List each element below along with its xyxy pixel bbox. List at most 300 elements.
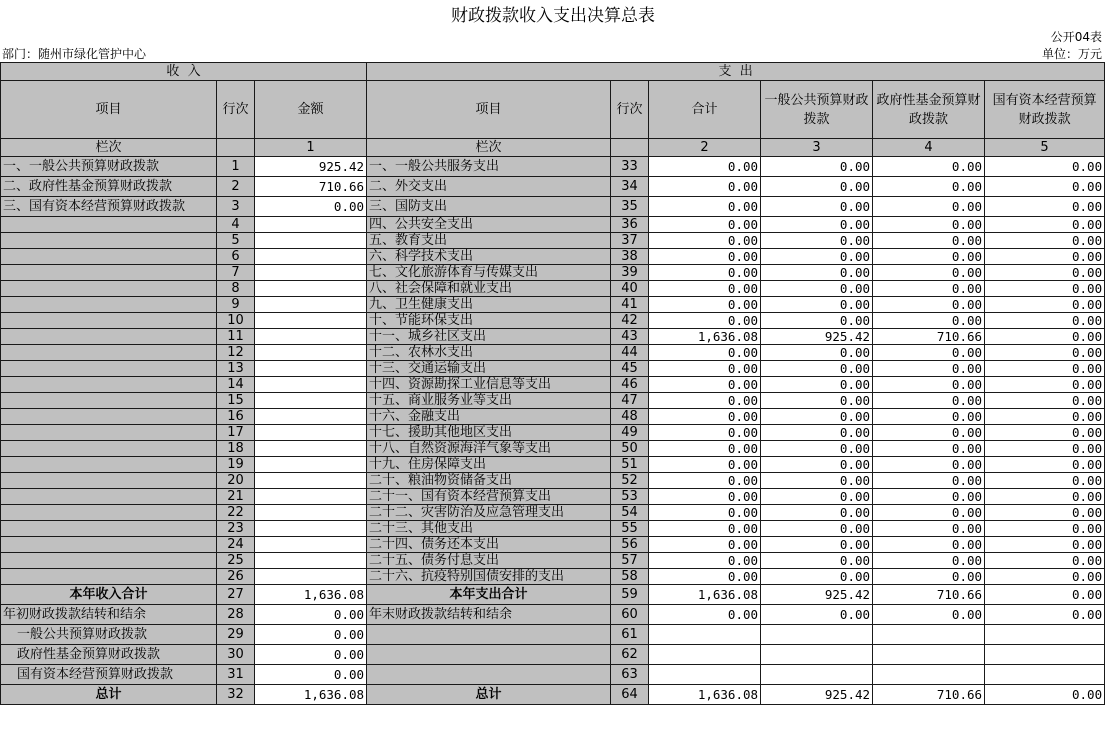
income-item-cell (1, 217, 217, 233)
expense-total-cell: 0.00 (649, 605, 761, 625)
state-capital-cell: 0.00 (985, 521, 1105, 537)
income-amount-cell: 0.00 (255, 665, 367, 685)
gov-fund-cell: 0.00 (873, 217, 985, 233)
expense-item-cell (367, 665, 611, 685)
expense-item-cell: 二十三、其他支出 (367, 521, 611, 537)
income-line-cell: 25 (217, 553, 255, 569)
expense-total-cell: 0.00 (649, 361, 761, 377)
expense-item-cell: 十二、农林水支出 (367, 345, 611, 361)
gov-fund-cell (873, 645, 985, 665)
table-row (1, 521, 1105, 537)
column-header-row (1, 81, 1105, 139)
expense-item-cell: 二十二、灾害防治及应急管理支出 (367, 505, 611, 521)
income-amount-cell: 710.66 (255, 177, 367, 197)
expense-item-cell (367, 625, 611, 645)
expense-section-header: 支 出 (367, 63, 1105, 81)
income-amount-cell (255, 569, 367, 585)
expense-item-cell: 二十、粮油物资储备支出 (367, 473, 611, 489)
income-amount-cell (255, 553, 367, 569)
total-row (1, 585, 1105, 605)
expense-line-cell: 54 (611, 505, 649, 521)
income-line-cell: 3 (217, 197, 255, 217)
general-budget-cell: 0.00 (761, 297, 873, 313)
expense-item-cell: 二十五、债务付息支出 (367, 553, 611, 569)
gov-fund-cell: 0.00 (873, 505, 985, 521)
income-item-cell: 一、一般公共预算财政拨款 (1, 157, 217, 177)
report-title: 财政拨款收入支出决算总表 (451, 6, 655, 26)
column-number-row (1, 139, 1105, 157)
table-row (1, 537, 1105, 553)
general-budget-cell: 0.00 (761, 217, 873, 233)
expense-total-cell: 0.00 (649, 377, 761, 393)
income-line-cell: 4 (217, 217, 255, 233)
income-amount-cell: 1,636.08 (255, 685, 367, 705)
income-item-cell: 二、政府性基金预算财政拨款 (1, 177, 217, 197)
gov-fund-cell: 0.00 (873, 605, 985, 625)
income-item-cell (1, 265, 217, 281)
expense-line-cell: 55 (611, 521, 649, 537)
expense-total-cell: 0.00 (649, 393, 761, 409)
expense-line-cell: 63 (611, 665, 649, 685)
income-amount-cell: 0.00 (255, 197, 367, 217)
income-amount-cell (255, 425, 367, 441)
expense-item-cell: 六、科学技术支出 (367, 249, 611, 265)
general-budget-cell: 0.00 (761, 313, 873, 329)
income-line-cell: 12 (217, 345, 255, 361)
income-line-cell: 24 (217, 537, 255, 553)
income-item-cell: 政府性基金预算财政拨款 (1, 645, 217, 665)
gov-fund-cell: 0.00 (873, 157, 985, 177)
income-amount-cell (255, 233, 367, 249)
income-amount-cell (255, 377, 367, 393)
state-capital-cell: 0.00 (985, 329, 1105, 345)
expense-total-cell: 0.00 (649, 521, 761, 537)
income-amount-cell (255, 473, 367, 489)
general-budget-header: 一般公共预算财政拨款 (761, 81, 873, 139)
expense-total-cell: 0.00 (649, 537, 761, 553)
income-amount-cell (255, 489, 367, 505)
income-item-cell (1, 361, 217, 377)
income-line-cell: 26 (217, 569, 255, 585)
gov-fund-cell: 0.00 (873, 489, 985, 505)
income-item-cell (1, 377, 217, 393)
expense-line-cell: 64 (611, 685, 649, 705)
expense-total-cell: 0.00 (649, 505, 761, 521)
state-capital-cell: 0.00 (985, 425, 1105, 441)
expense-item-cell: 总计 (367, 685, 611, 705)
form-code: 公开04表 (1050, 30, 1102, 44)
state-capital-cell: 0.00 (985, 249, 1105, 265)
general-budget-cell: 925.42 (761, 685, 873, 705)
gov-fund-cell: 0.00 (873, 521, 985, 537)
expense-item-cell: 二十一、国有资本经营预算支出 (367, 489, 611, 505)
income-line-cell: 9 (217, 297, 255, 313)
table-row (1, 393, 1105, 409)
general-budget-cell: 925.42 (761, 585, 873, 605)
expense-total-cell: 1,636.08 (649, 685, 761, 705)
general-budget-cell: 0.00 (761, 177, 873, 197)
general-budget-cell: 0.00 (761, 473, 873, 489)
income-line-cell: 11 (217, 329, 255, 345)
general-budget-cell: 0.00 (761, 553, 873, 569)
income-line-cell: 27 (217, 585, 255, 605)
expense-line-cell: 46 (611, 377, 649, 393)
income-amount-cell (255, 217, 367, 233)
income-line-cell: 16 (217, 409, 255, 425)
income-line-cell: 32 (217, 685, 255, 705)
gov-fund-cell: 0.00 (873, 457, 985, 473)
state-capital-cell: 0.00 (985, 233, 1105, 249)
general-budget-cell: 0.00 (761, 233, 873, 249)
general-budget-cell (761, 645, 873, 665)
income-line-header: 行次 (217, 81, 255, 139)
gov-fund-cell: 0.00 (873, 281, 985, 297)
table-row (1, 665, 1105, 685)
expense-line-cell: 59 (611, 585, 649, 605)
expense-line-cell: 39 (611, 265, 649, 281)
expense-line-cell: 35 (611, 197, 649, 217)
table-row (1, 625, 1105, 645)
gov-fund-cell: 0.00 (873, 345, 985, 361)
table-row (1, 553, 1105, 569)
state-capital-cell: 0.00 (985, 505, 1105, 521)
income-amount-cell (255, 393, 367, 409)
expense-total-cell: 0.00 (649, 313, 761, 329)
income-item-cell: 国有资本经营预算财政拨款 (1, 665, 217, 685)
table-row (1, 645, 1105, 665)
unit-label: 单位：万元 (1041, 47, 1102, 61)
expense-line-cell: 60 (611, 605, 649, 625)
gov-fund-cell: 0.00 (873, 537, 985, 553)
expense-total-cell: 0.00 (649, 177, 761, 197)
income-line-cell: 5 (217, 233, 255, 249)
expense-item-cell: 十六、金融支出 (367, 409, 611, 425)
state-capital-cell: 0.00 (985, 553, 1105, 569)
gov-fund-cell: 0.00 (873, 313, 985, 329)
expense-total-cell: 0.00 (649, 473, 761, 489)
gov-fund-cell: 0.00 (873, 473, 985, 489)
income-line-cell: 18 (217, 441, 255, 457)
expense-line-cell: 43 (611, 329, 649, 345)
table-row (1, 345, 1105, 361)
expense-line-cell: 58 (611, 569, 649, 585)
expense-total-cell: 0.00 (649, 217, 761, 233)
state-capital-cell: 0.00 (985, 569, 1105, 585)
gov-fund-cell: 710.66 (873, 329, 985, 345)
table-row (1, 361, 1105, 377)
expense-line-cell: 56 (611, 537, 649, 553)
state-capital-cell: 0.00 (985, 157, 1105, 177)
table-row (1, 441, 1105, 457)
gov-fund-cell: 0.00 (873, 297, 985, 313)
income-item-cell (1, 521, 217, 537)
state-capital-cell: 0.00 (985, 217, 1105, 233)
expense-line-cell: 40 (611, 281, 649, 297)
income-amount-cell (255, 361, 367, 377)
income-item-cell: 一般公共预算财政拨款 (1, 625, 217, 645)
expense-total-cell: 1,636.08 (649, 329, 761, 345)
expense-line-cell: 61 (611, 625, 649, 645)
income-line-cell: 31 (217, 665, 255, 685)
table-row (1, 297, 1105, 313)
income-line-cell: 29 (217, 625, 255, 645)
state-capital-cell: 0.00 (985, 393, 1105, 409)
gov-fund-cell: 0.00 (873, 233, 985, 249)
income-item-cell (1, 489, 217, 505)
expense-item-cell: 十一、城乡社区支出 (367, 329, 611, 345)
table-row (1, 569, 1105, 585)
expense-item-cell (367, 645, 611, 665)
table-row (1, 281, 1105, 297)
expense-line-cell: 48 (611, 409, 649, 425)
general-budget-cell: 0.00 (761, 157, 873, 177)
income-amount-cell (255, 345, 367, 361)
general-budget-cell: 0.00 (761, 569, 873, 585)
gov-fund-cell: 0.00 (873, 553, 985, 569)
general-budget-cell: 0.00 (761, 505, 873, 521)
grand-total-row (1, 685, 1105, 705)
income-amount-cell (255, 409, 367, 425)
expense-line-cell: 41 (611, 297, 649, 313)
expense-line-cell: 51 (611, 457, 649, 473)
expense-total-cell (649, 645, 761, 665)
general-budget-cell: 0.00 (761, 197, 873, 217)
table-row (1, 217, 1105, 233)
income-item-cell (1, 281, 217, 297)
expense-item-cell: 十、节能环保支出 (367, 313, 611, 329)
table-row (1, 489, 1105, 505)
expense-item-cell: 三、国防支出 (367, 197, 611, 217)
state-capital-cell: 0.00 (985, 409, 1105, 425)
general-budget-cell: 0.00 (761, 489, 873, 505)
table-row (1, 313, 1105, 329)
general-budget-cell: 0.00 (761, 441, 873, 457)
table-row (1, 425, 1105, 441)
state-capital-cell: 0.00 (985, 197, 1105, 217)
expense-total-cell: 0.00 (649, 249, 761, 265)
income-item-cell (1, 569, 217, 585)
income-item-cell (1, 505, 217, 521)
expense-total-cell: 0.00 (649, 457, 761, 473)
income-line-cell: 7 (217, 265, 255, 281)
expense-line-header: 行次 (611, 81, 649, 139)
col-label: 栏次 (367, 139, 611, 157)
expense-total-cell: 0.00 (649, 157, 761, 177)
expense-item-cell: 十三、交通运输支出 (367, 361, 611, 377)
income-section-header: 收 入 (1, 63, 367, 81)
expense-total-cell: 0.00 (649, 569, 761, 585)
expense-total-cell: 0.00 (649, 345, 761, 361)
table-row (1, 605, 1105, 625)
expense-item-cell: 九、卫生健康支出 (367, 297, 611, 313)
expense-line-cell: 33 (611, 157, 649, 177)
expense-line-cell: 44 (611, 345, 649, 361)
state-capital-cell: 0.00 (985, 345, 1105, 361)
expense-item-cell: 十四、资源勘探工业信息等支出 (367, 377, 611, 393)
income-amount-cell: 1,636.08 (255, 585, 367, 605)
expense-item-cell: 七、文化旅游体育与传媒支出 (367, 265, 611, 281)
gov-fund-cell (873, 625, 985, 645)
gov-fund-cell: 0.00 (873, 425, 985, 441)
expense-item-cell: 十九、住房保障支出 (367, 457, 611, 473)
income-amount-cell (255, 329, 367, 345)
expense-line-cell: 62 (611, 645, 649, 665)
income-line-cell: 13 (217, 361, 255, 377)
state-capital-cell: 0.00 (985, 313, 1105, 329)
income-item-cell (1, 329, 217, 345)
expense-total-cell: 0.00 (649, 409, 761, 425)
expense-line-cell: 49 (611, 425, 649, 441)
col-number-5: 5 (985, 139, 1105, 157)
income-amount-cell: 0.00 (255, 625, 367, 645)
expense-line-cell: 52 (611, 473, 649, 489)
gov-fund-cell: 0.00 (873, 393, 985, 409)
state-capital-cell: 0.00 (985, 377, 1105, 393)
expense-total-cell: 0.00 (649, 441, 761, 457)
general-budget-cell: 0.00 (761, 361, 873, 377)
table-row (1, 457, 1105, 473)
expense-total-cell: 0.00 (649, 425, 761, 441)
expense-line-cell: 34 (611, 177, 649, 197)
expense-total-cell: 0.00 (649, 233, 761, 249)
col-number-3: 3 (761, 139, 873, 157)
gov-fund-cell: 0.00 (873, 249, 985, 265)
expense-line-cell: 36 (611, 217, 649, 233)
gov-fund-cell (873, 665, 985, 685)
income-line-cell: 23 (217, 521, 255, 537)
income-amount-cell (255, 521, 367, 537)
income-item-cell (1, 553, 217, 569)
income-line-cell: 20 (217, 473, 255, 489)
income-item-cell (1, 297, 217, 313)
expense-item-cell: 八、社会保障和就业支出 (367, 281, 611, 297)
income-item-cell (1, 313, 217, 329)
expense-total-cell: 1,636.08 (649, 585, 761, 605)
income-item-cell: 本年收入合计 (1, 585, 217, 605)
income-amount-cell: 0.00 (255, 605, 367, 625)
expense-total-header: 合计 (649, 81, 761, 139)
income-line-cell: 10 (217, 313, 255, 329)
income-item-cell: 三、国有资本经营预算财政拨款 (1, 197, 217, 217)
income-item-cell (1, 233, 217, 249)
expense-item-cell: 一、一般公共服务支出 (367, 157, 611, 177)
expense-total-cell (649, 665, 761, 685)
state-capital-cell: 0.00 (985, 177, 1105, 197)
general-budget-cell: 0.00 (761, 605, 873, 625)
gov-fund-cell: 0.00 (873, 441, 985, 457)
income-item-cell (1, 249, 217, 265)
table-row (1, 473, 1105, 489)
state-capital-cell: 0.00 (985, 361, 1105, 377)
table-row (1, 377, 1105, 393)
general-budget-cell: 0.00 (761, 521, 873, 537)
general-budget-cell: 0.00 (761, 537, 873, 553)
income-item-cell (1, 537, 217, 553)
state-capital-cell (985, 645, 1105, 665)
state-capital-cell: 0.00 (985, 605, 1105, 625)
income-item-cell: 总计 (1, 685, 217, 705)
income-amount-cell (255, 537, 367, 553)
section-header-row (1, 63, 1105, 81)
state-capital-cell: 0.00 (985, 537, 1105, 553)
general-budget-cell: 0.00 (761, 409, 873, 425)
income-amount-cell (255, 457, 367, 473)
expense-item-cell: 十八、自然资源海洋气象等支出 (367, 441, 611, 457)
income-line-cell: 22 (217, 505, 255, 521)
state-capital-cell: 0.00 (985, 473, 1105, 489)
gov-fund-cell: 0.00 (873, 197, 985, 217)
state-capital-cell: 0.00 (985, 685, 1105, 705)
income-item-cell (1, 441, 217, 457)
table-row (1, 197, 1105, 217)
table-row (1, 329, 1105, 345)
expense-total-cell: 0.00 (649, 281, 761, 297)
expense-line-cell: 38 (611, 249, 649, 265)
table-row (1, 177, 1105, 197)
department-label: 部门：随州市绿化管护中心 (2, 47, 147, 61)
gov-fund-header: 政府性基金预算财政拨款 (873, 81, 985, 139)
state-capital-cell: 0.00 (985, 489, 1105, 505)
table-row (1, 233, 1105, 249)
expense-total-cell: 0.00 (649, 197, 761, 217)
income-amount-cell (255, 313, 367, 329)
gov-fund-cell: 710.66 (873, 585, 985, 605)
income-item-cell (1, 409, 217, 425)
state-capital-cell: 0.00 (985, 457, 1105, 473)
general-budget-cell: 0.00 (761, 265, 873, 281)
expense-total-cell (649, 625, 761, 645)
income-amount-cell (255, 265, 367, 281)
income-line-cell: 30 (217, 645, 255, 665)
expense-item-cell: 二、外交支出 (367, 177, 611, 197)
expense-line-cell: 50 (611, 441, 649, 457)
state-capital-header: 国有资本经营预算财政拨款 (985, 81, 1105, 139)
income-line-cell: 6 (217, 249, 255, 265)
gov-fund-cell: 710.66 (873, 685, 985, 705)
gov-fund-cell: 0.00 (873, 569, 985, 585)
income-line-cell: 15 (217, 393, 255, 409)
table-row (1, 157, 1105, 177)
income-line-cell: 1 (217, 157, 255, 177)
general-budget-cell (761, 665, 873, 685)
general-budget-cell: 0.00 (761, 393, 873, 409)
gov-fund-cell: 0.00 (873, 409, 985, 425)
income-line-cell: 28 (217, 605, 255, 625)
fiscal-summary-table (0, 62, 1105, 705)
income-line-cell: 14 (217, 377, 255, 393)
state-capital-cell: 0.00 (985, 441, 1105, 457)
income-amount-cell (255, 249, 367, 265)
income-item-cell: 年初财政拨款结转和结余 (1, 605, 217, 625)
expense-item-cell: 十七、援助其他地区支出 (367, 425, 611, 441)
expense-total-cell: 0.00 (649, 297, 761, 313)
col-number-2: 2 (649, 139, 761, 157)
income-line-cell: 17 (217, 425, 255, 441)
expense-total-cell: 0.00 (649, 553, 761, 569)
general-budget-cell: 0.00 (761, 345, 873, 361)
table-row (1, 505, 1105, 521)
income-item-cell (1, 345, 217, 361)
expense-line-cell: 37 (611, 233, 649, 249)
general-budget-cell: 0.00 (761, 425, 873, 441)
expense-total-cell: 0.00 (649, 265, 761, 281)
expense-item-cell: 五、教育支出 (367, 233, 611, 249)
general-budget-cell: 0.00 (761, 281, 873, 297)
expense-item-cell: 年末财政拨款结转和结余 (367, 605, 611, 625)
income-item-cell (1, 457, 217, 473)
gov-fund-cell: 0.00 (873, 177, 985, 197)
state-capital-cell: 0.00 (985, 297, 1105, 313)
